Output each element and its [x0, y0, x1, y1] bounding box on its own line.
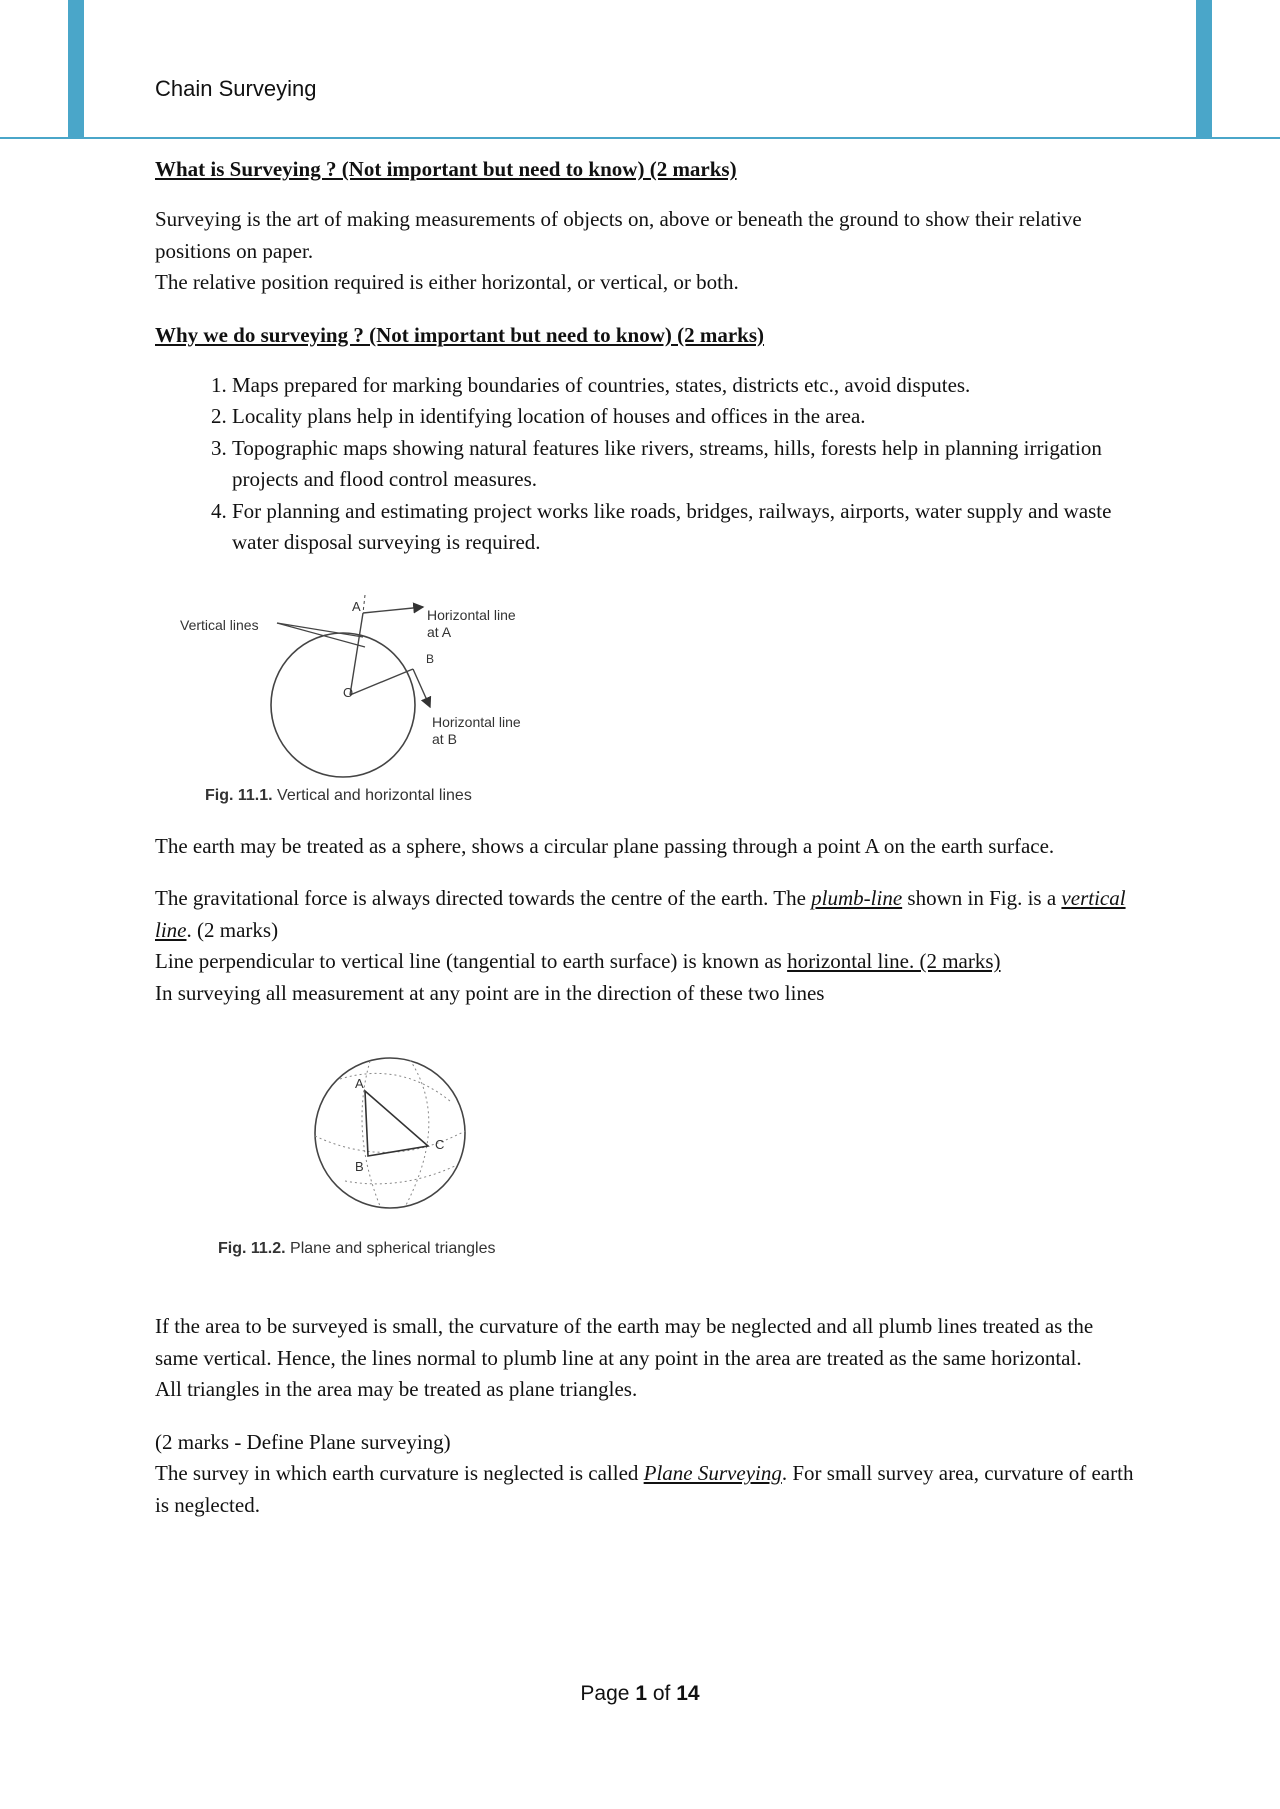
- header-left-accent-bar: [68, 0, 84, 139]
- figure-2-caption: Fig. 11.2. Plane and spherical triangles: [218, 1240, 496, 1257]
- running-header-title: Chain Surveying: [155, 76, 317, 101]
- label-horizontal-b-2: at B: [432, 730, 457, 747]
- term-vertical-line: vertical line: [155, 886, 1126, 942]
- paragraph-small-area: If the area to be surveyed is small, the curvature of the earth may be neglected and all plumb lines treated as the same vertical. Hence, the lines normal to plumb line at any point in the area are treated as the same horizontal.: [155, 1314, 1094, 1370]
- total-pages: 14: [676, 1682, 700, 1705]
- paragraph-earth-sphere: The earth may be treated as a sphere, shows a circular plane passing through a point A on the earth surface.: [155, 833, 1055, 858]
- reasons-list: [155, 370, 1135, 559]
- figure-1-diagram: [180, 585, 580, 785]
- label-point-o: O: [343, 684, 354, 700]
- label-horizontal-a-2: at A: [427, 623, 452, 640]
- page-content: [155, 154, 1135, 1521]
- figure-plane-spherical-triangles: [155, 1051, 1135, 1311]
- current-page-number: 1: [635, 1682, 647, 1705]
- label-horizontal-b-1: Horizontal line: [432, 713, 521, 730]
- paragraph-plane-triangles: All triangles in the area may be treated as plane triangles.: [155, 1377, 638, 1401]
- label-horizontal-a-1: Horizontal line: [427, 606, 516, 623]
- list-item: 4. For planning and estimating project works like roads, bridges, railways, airports, water supply and waste water disposal surveying is required.: [232, 496, 1135, 559]
- term-plane-surveying: Plane Surveying: [643, 1461, 782, 1485]
- term-plumb-line: plumb-line: [811, 886, 903, 910]
- figure-vertical-horizontal-lines: [155, 585, 1135, 831]
- list-item: 1. Maps prepared for marking boundaries of countries, states, districts etc., avoid disputes.: [232, 370, 1135, 402]
- figure-1-caption: Fig. 11.1. Vertical and horizontal lines: [205, 786, 472, 804]
- page-footer: Page 1 of 14: [580, 1682, 700, 1705]
- list-item: 2. Locality plans help in identifying location of houses and offices in the area.: [232, 401, 1135, 433]
- paragraph-definition: Surveying is the art of making measurements of objects on, above or beneath the ground to show their relative positions on paper.: [155, 207, 1082, 263]
- label-point-a: A: [352, 598, 361, 614]
- term-horizontal-line: horizontal line. (2 marks): [787, 949, 1001, 973]
- list-item: 3. Topographic maps showing natural features like rivers, streams, hills, forests help in planning irrigation projects and flood control measures.: [232, 433, 1135, 496]
- horizontal-line-a: [363, 607, 423, 613]
- label-b: B: [355, 1159, 364, 1174]
- paragraph-horizontal-line: Line perpendicular to vertical line (tangential to earth surface) is known as horizontal line. (2 marks): [155, 949, 1001, 973]
- section-heading-what-is-surveying: What is Surveying ? (Not important but need to know) (2 marks): [155, 157, 737, 181]
- label-a: A: [355, 1076, 364, 1091]
- earth-circle: [271, 633, 415, 777]
- label-vertical-lines: Vertical lines: [180, 616, 259, 633]
- sphere-circle: [315, 1058, 465, 1208]
- paragraph-relative-position: The relative position required is either horizontal, or vertical, or both.: [155, 270, 739, 294]
- paragraph-two-lines: In surveying all measurement at any point are in the direction of these two lines: [155, 980, 825, 1005]
- label-c: C: [435, 1137, 445, 1152]
- plane-triangle: [365, 1091, 428, 1156]
- vertical-line-b: [350, 669, 413, 695]
- label-point-b: B: [426, 651, 435, 666]
- paragraph-plane-surveying-definition: The survey in which earth curvature is neglected is called Plane Surveying. For small survey area, curvature of earth is neglected.: [155, 1461, 1134, 1517]
- figure-2-diagram: [310, 1051, 510, 1221]
- header-right-accent-bar: [1196, 0, 1212, 139]
- header-rule: [0, 137, 1280, 139]
- vertical-line-a: [350, 613, 363, 695]
- paragraph-gravity: The gravitational force is always directed towards the centre of the earth. The plumb-line shown in Fig. is a vertical line. (2 marks): [155, 886, 1126, 942]
- section-heading-why-surveying: Why we do surveying ? (Not important but need to know) (2 marks): [155, 322, 765, 347]
- paragraph-define-marks: (2 marks - Define Plane surveying): [155, 1429, 451, 1454]
